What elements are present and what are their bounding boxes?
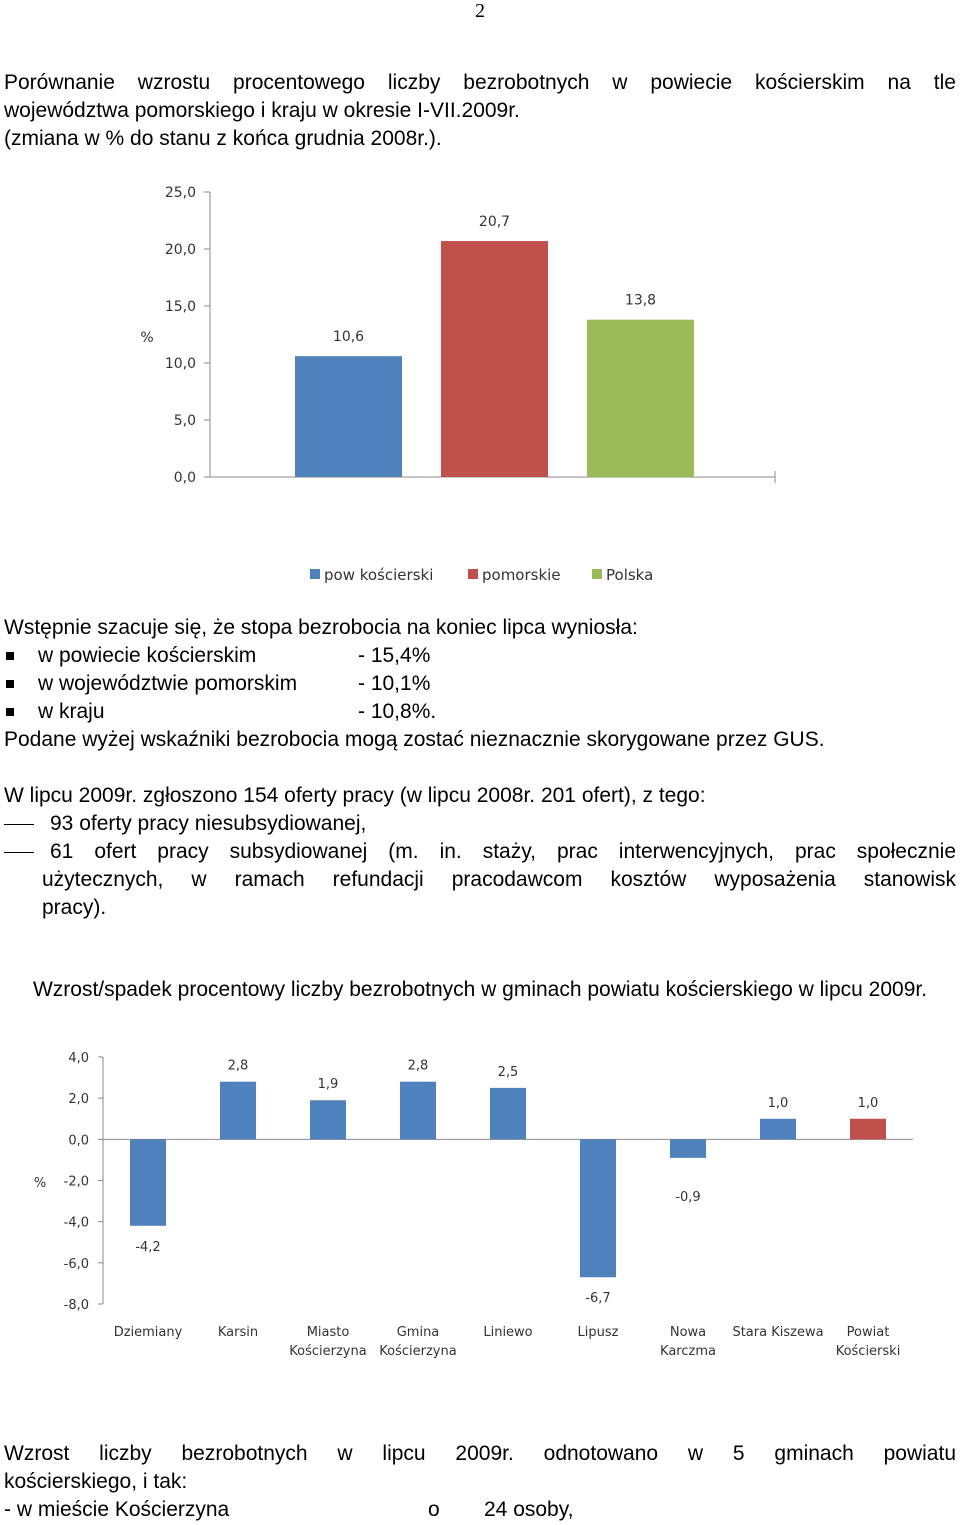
- bar-5: [580, 1139, 616, 1277]
- bottom-line-3-o: o: [428, 1498, 440, 1521]
- y-tick-label: 0,0: [173, 470, 196, 486]
- bar-value-label: 1,9: [317, 1077, 339, 1093]
- legend-label: pow kościerski: [324, 566, 434, 584]
- category-label: Lipusz: [577, 1325, 619, 1340]
- bar-value-label: 13,8: [624, 292, 657, 309]
- bar-4: [490, 1088, 526, 1139]
- bar-value-label: 1,0: [767, 1095, 789, 1111]
- category-label: Kościerzyna: [289, 1344, 367, 1359]
- intro-line-3: (zmiana w % do stanu z końca grudnia 2008r.).: [4, 127, 442, 150]
- intro-line-1: Porównanie wzrostu procentowego liczby bezrobotnych w powiecie kościerskim na tle: [4, 71, 956, 94]
- bottom-line-2: kościerskiego, i tak:: [4, 1470, 188, 1493]
- y-tick-label: 5,0: [173, 413, 196, 429]
- y-tick-label: -8,0: [63, 1298, 89, 1313]
- bar-8: [850, 1119, 886, 1140]
- bar-value-label: 1,0: [857, 1095, 879, 1111]
- y-tick-label: 25,0: [164, 185, 196, 201]
- bar-2: [310, 1100, 346, 1139]
- y-tick-label: 4,0: [68, 1051, 89, 1066]
- legend-label: Polska: [606, 566, 654, 584]
- category-label: Dziemiany: [113, 1325, 183, 1340]
- bottom-line-3-value: 24 osoby,: [484, 1498, 574, 1521]
- rate-label-voivodeship: w województwie pomorskim: [38, 672, 298, 695]
- bar-value-label: -0,9: [675, 1189, 701, 1205]
- bar-value-label: 10,6: [332, 329, 365, 346]
- bar-value-label: 2,5: [497, 1064, 519, 1080]
- bar-value-label: -4,2: [135, 1239, 161, 1255]
- category-label: Miasto: [306, 1325, 350, 1340]
- rate-label-county: w powiecie kościerskim: [38, 644, 257, 667]
- category-label: Gmina: [396, 1325, 440, 1340]
- rate-label-country: w kraju: [38, 700, 105, 723]
- intro-line-2: województwa pomorskiego i kraju w okresie I-VII.2009r.: [4, 99, 520, 122]
- category-label: Liniewo: [483, 1325, 533, 1340]
- rates-note: Podane wyżej wskaźniki bezrobocia mogą zostać nieznacznie skorygowane przez GUS.: [4, 728, 825, 751]
- bottom-line-1: Wzrost liczby bezrobotnych w lipcu 2009r. odnotowano w 5 gminach powiatu: [4, 1442, 956, 1465]
- bar-value-label: 2,8: [227, 1058, 249, 1074]
- bar-3: [400, 1082, 436, 1140]
- offers-item-1: 93 oferty pracy niesubsydiowanej,: [50, 812, 367, 835]
- y-axis-label: %: [140, 330, 154, 346]
- y-tick-label: 15,0: [164, 299, 196, 315]
- offers-item-2-line-1: 61 ofert pracy subsydiowanej (m. in. staży, prac interwencyjnych, prac społecznie: [50, 840, 956, 863]
- rate-value-country: - 10,8%.: [358, 700, 437, 723]
- category-label: Stara Kiszewa: [732, 1325, 824, 1340]
- y-tick-label: 10,0: [164, 356, 196, 372]
- y-tick-label: -4,0: [63, 1215, 89, 1231]
- category-label: Kościerzyna: [379, 1344, 457, 1359]
- bar-6: [670, 1139, 706, 1158]
- y-tick-label: 2,0: [68, 1092, 89, 1108]
- page-number: 2: [475, 0, 485, 22]
- bar-0: [130, 1139, 166, 1225]
- rate-value-county: - 15,4%: [358, 644, 431, 667]
- y-tick-label: 0,0: [68, 1133, 89, 1149]
- category-label: Karsin: [217, 1325, 259, 1340]
- category-label: Nowa: [669, 1325, 707, 1340]
- legend-label: pomorskie: [482, 566, 561, 584]
- rates-intro: Wstępnie szacuje się, że stopa bezrobocia na koniec lipca wyniosła:: [4, 616, 638, 639]
- offers-intro: W lipcu 2009r. zgłoszono 154 oferty pracy (w lipcu 2008r. 201 ofert), z tego:: [4, 784, 706, 807]
- category-label: Karczma: [660, 1344, 716, 1359]
- y-tick-label: -2,0: [63, 1174, 89, 1190]
- y-axis-label: %: [33, 1176, 47, 1191]
- bottom-line-3-label: - w mieście Kościerzyna: [4, 1498, 230, 1521]
- offers-item-2-line-3: pracy).: [42, 896, 107, 919]
- y-tick-label: -6,0: [63, 1256, 89, 1272]
- bar-value-label: 20,7: [478, 214, 511, 231]
- chart2-title: Wzrost/spadek procentowy liczby bezrobotnych w gminach powiatu kościerskiego w lipcu 2009r.: [32, 978, 928, 1001]
- category-label: Kościerski: [835, 1344, 901, 1359]
- bar-value-label: 2,8: [407, 1058, 429, 1074]
- bar-value-label: -6,7: [585, 1291, 611, 1307]
- y-tick-label: 20,0: [164, 242, 196, 258]
- category-label: Powiat: [846, 1325, 890, 1340]
- rate-value-voivodeship: - 10,1%: [358, 672, 431, 695]
- bar-1: [220, 1082, 256, 1140]
- bar-7: [760, 1119, 796, 1140]
- offers-item-2-line-2: użytecznych, w ramach refundacji pracodawcom kosztów wyposażenia stanowisk: [42, 868, 956, 891]
